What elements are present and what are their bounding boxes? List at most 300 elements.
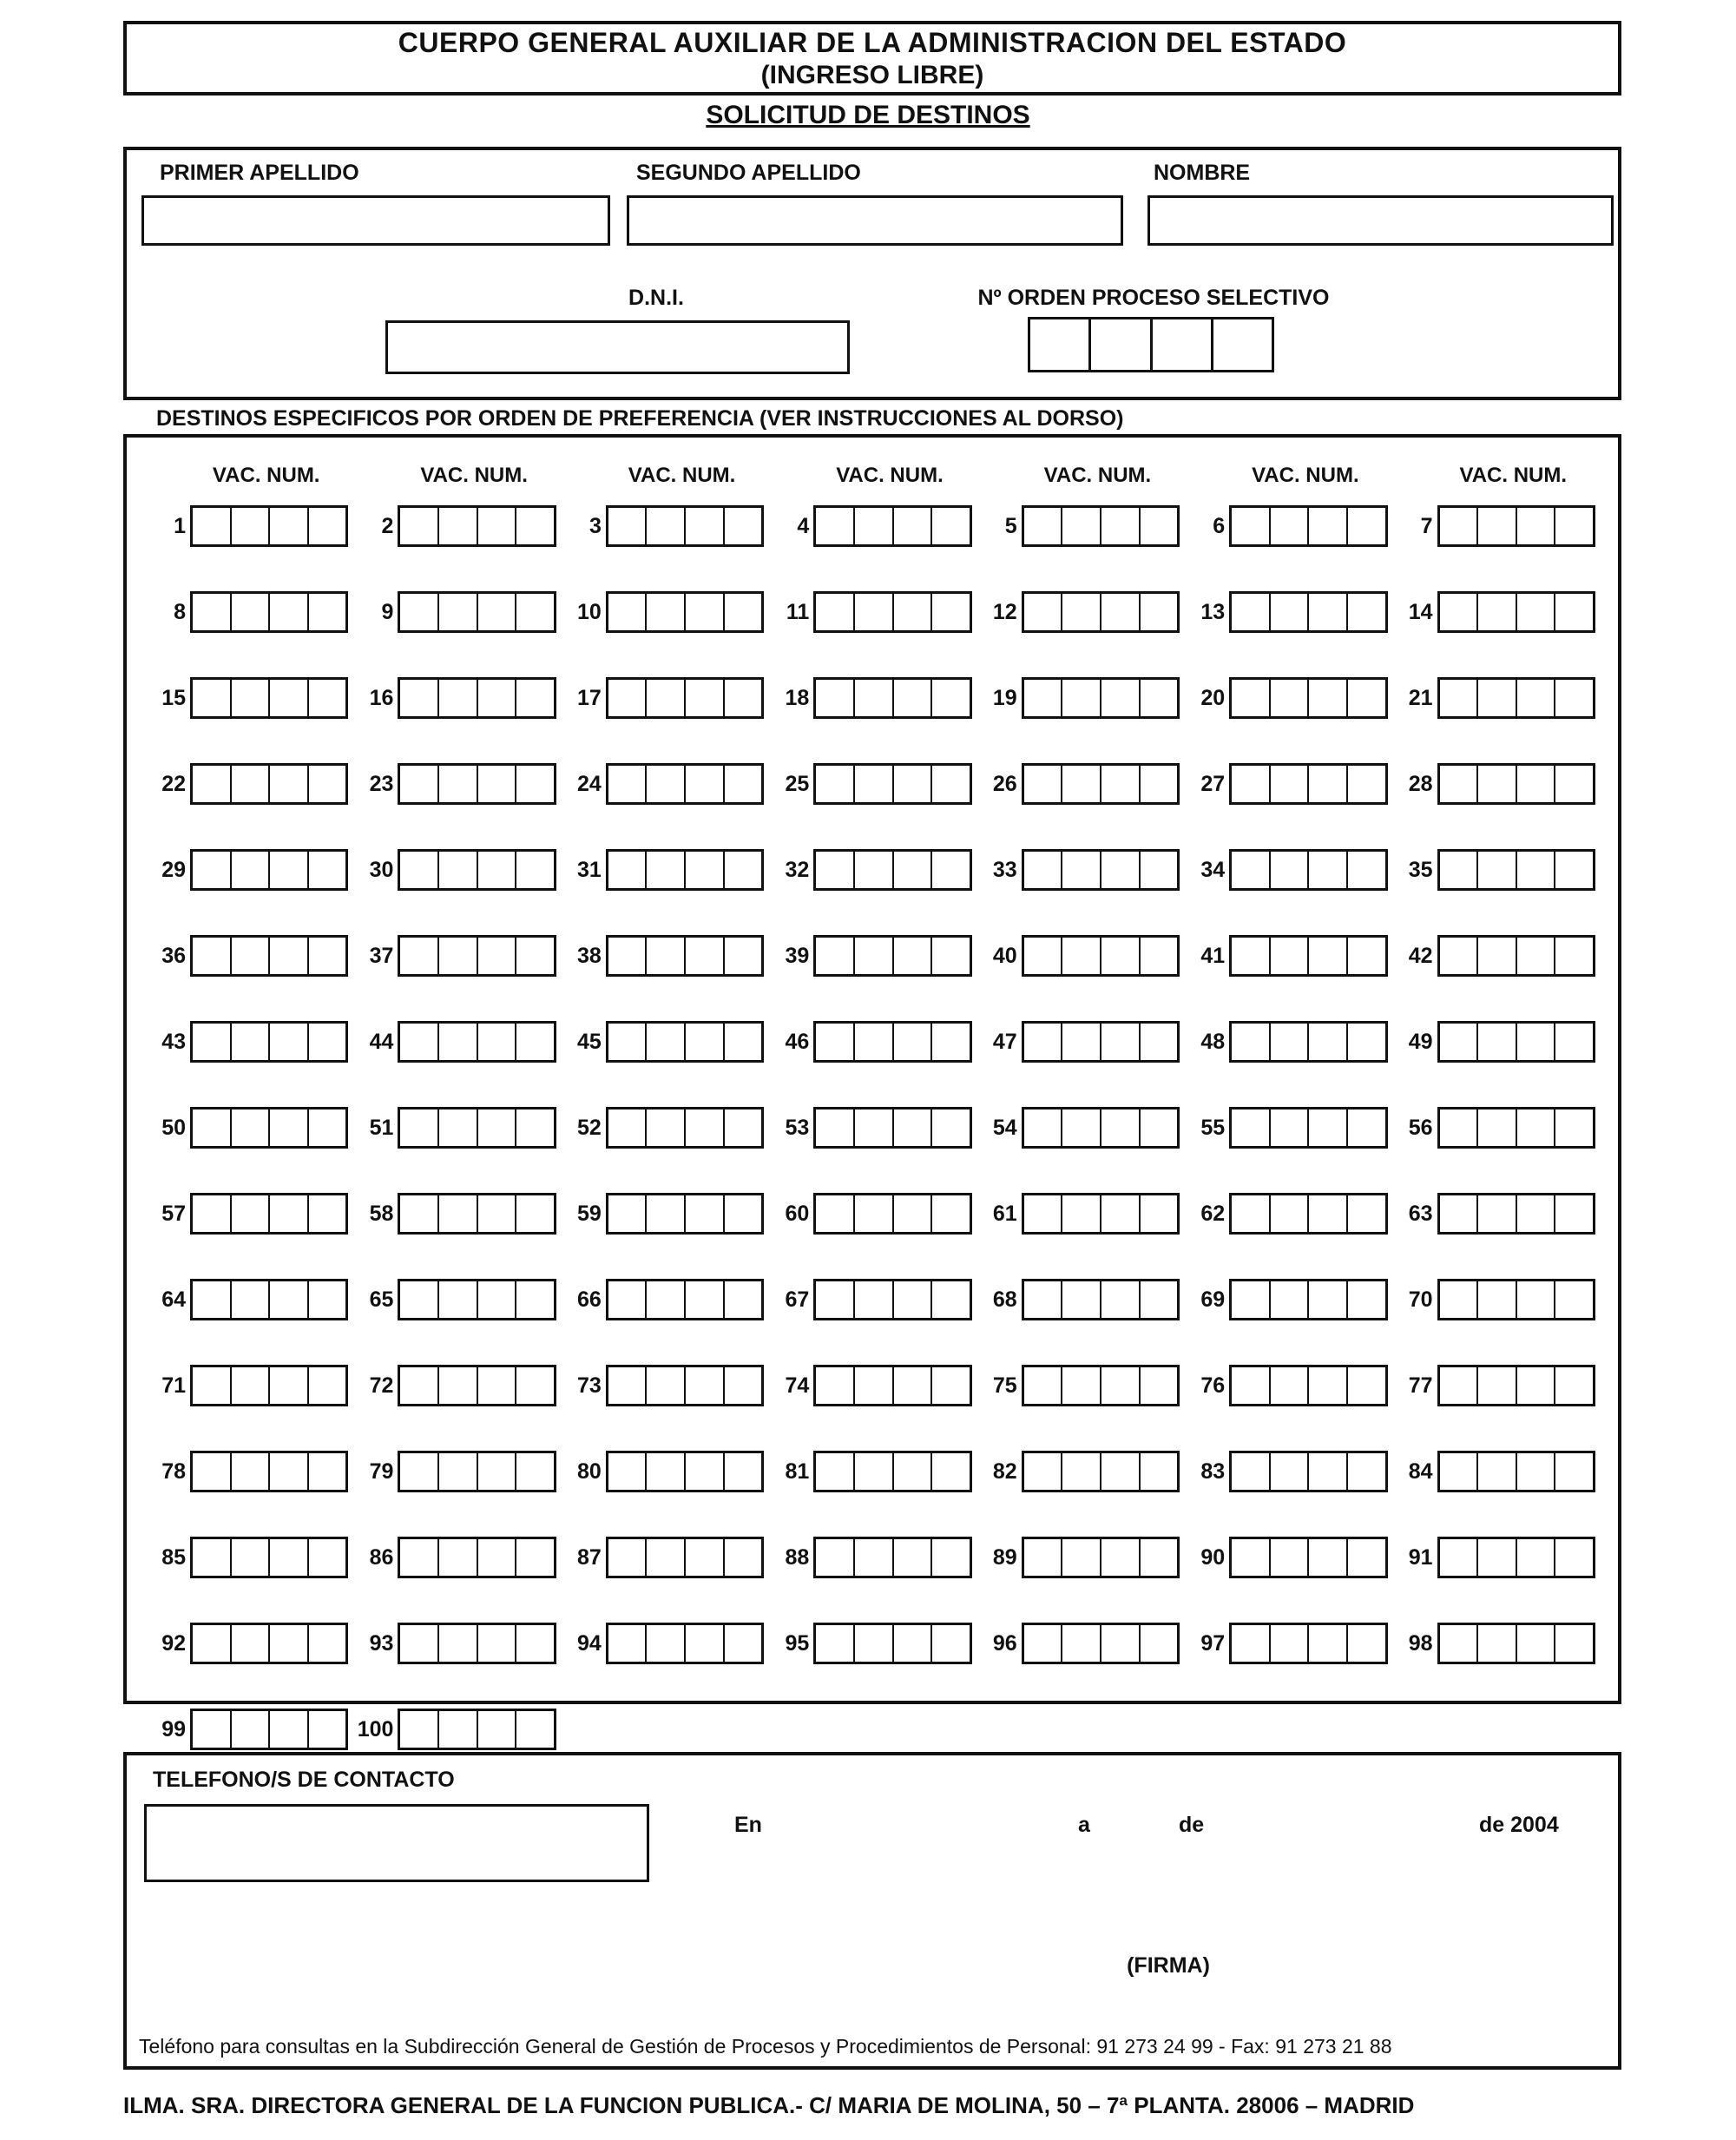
comb-cell[interactable] [1141, 852, 1178, 888]
comb-cell[interactable] [1309, 1024, 1348, 1060]
comb-cell[interactable] [1309, 766, 1348, 802]
comb-cell[interactable] [855, 508, 894, 544]
comb-cell[interactable] [1101, 1539, 1141, 1576]
comb-cell[interactable] [1232, 852, 1271, 888]
vacancy-number-input[interactable] [398, 1365, 556, 1406]
vacancy-number-input[interactable] [190, 1365, 348, 1406]
comb-cell[interactable] [232, 1110, 271, 1146]
comb-cell[interactable] [439, 594, 478, 630]
vacancy-number-input[interactable] [1229, 849, 1387, 891]
comb-cell[interactable] [1232, 508, 1271, 544]
comb-cell[interactable] [270, 766, 309, 802]
vacancy-number-input[interactable] [813, 1537, 971, 1578]
comb-cell[interactable] [855, 1281, 894, 1318]
vacancy-number-input[interactable] [813, 1107, 971, 1149]
comb-cell[interactable] [1517, 594, 1556, 630]
comb-cell[interactable] [855, 594, 894, 630]
comb-cell[interactable] [1309, 852, 1348, 888]
comb-cell[interactable] [855, 1024, 894, 1060]
comb-cell[interactable] [1062, 680, 1101, 716]
comb-cell[interactable] [1440, 1195, 1479, 1232]
comb-cell[interactable] [516, 1281, 554, 1318]
comb-cell[interactable] [270, 1195, 309, 1232]
comb-cell[interactable] [309, 1367, 346, 1404]
comb-cell[interactable] [400, 680, 439, 716]
comb-cell[interactable] [232, 508, 271, 544]
comb-cell[interactable] [725, 852, 762, 888]
comb-cell[interactable] [270, 594, 309, 630]
vacancy-number-input[interactable] [813, 1279, 971, 1320]
vacancy-number-input[interactable] [1022, 1537, 1180, 1578]
comb-cell[interactable] [270, 938, 309, 974]
comb-cell[interactable] [1232, 1110, 1271, 1146]
comb-cell[interactable] [894, 1024, 933, 1060]
comb-cell[interactable] [516, 852, 554, 888]
comb-cell[interactable] [1062, 1539, 1101, 1576]
comb-cell[interactable] [1478, 1367, 1517, 1404]
comb-cell[interactable] [686, 766, 725, 802]
comb-cell[interactable] [816, 1024, 855, 1060]
comb-cell[interactable] [270, 1281, 309, 1318]
vacancy-number-input[interactable] [1022, 849, 1180, 891]
comb-cell[interactable] [232, 852, 271, 888]
comb-cell[interactable] [232, 1024, 271, 1060]
comb-cell[interactable] [1232, 1367, 1271, 1404]
comb-cell[interactable] [647, 1110, 686, 1146]
segundo-apellido-input[interactable] [627, 195, 1123, 246]
comb-cell[interactable] [647, 1625, 686, 1662]
comb-cell[interactable] [1232, 1024, 1271, 1060]
vacancy-number-input[interactable] [190, 1107, 348, 1149]
comb-cell[interactable] [193, 1110, 232, 1146]
comb-cell[interactable] [1517, 1195, 1556, 1232]
comb-cell[interactable] [1141, 1539, 1178, 1576]
comb-cell[interactable] [725, 1024, 762, 1060]
comb-cell[interactable] [1517, 1367, 1556, 1404]
comb-cell[interactable] [1440, 508, 1479, 544]
comb-cell[interactable] [894, 1367, 933, 1404]
vacancy-number-input[interactable] [606, 1193, 764, 1235]
comb-cell[interactable] [1024, 1539, 1063, 1576]
comb-cell[interactable] [309, 1625, 346, 1662]
comb-cell[interactable] [400, 852, 439, 888]
comb-cell[interactable] [1348, 1367, 1385, 1404]
vacancy-number-input[interactable] [606, 763, 764, 805]
comb-cell[interactable] [193, 680, 232, 716]
comb-cell[interactable] [855, 1367, 894, 1404]
comb-cell[interactable] [1555, 680, 1593, 716]
comb-cell[interactable] [1271, 1281, 1310, 1318]
comb-cell[interactable] [686, 938, 725, 974]
comb-cell[interactable] [1309, 508, 1348, 544]
comb-cell[interactable] [894, 1195, 933, 1232]
comb-cell[interactable] [725, 766, 762, 802]
comb-cell[interactable] [478, 594, 517, 630]
comb-cell[interactable] [1440, 1024, 1479, 1060]
vacancy-number-input[interactable] [1437, 1365, 1595, 1406]
vacancy-number-input[interactable] [813, 1193, 971, 1235]
vacancy-number-input[interactable] [398, 1279, 556, 1320]
comb-cell[interactable] [1101, 680, 1141, 716]
comb-cell[interactable] [516, 938, 554, 974]
vacancy-number-input[interactable] [1022, 1623, 1180, 1664]
comb-cell[interactable] [647, 852, 686, 888]
vacancy-number-input[interactable] [1022, 591, 1180, 633]
vacancy-number-input[interactable] [398, 1021, 556, 1063]
comb-cell[interactable] [816, 1281, 855, 1318]
vacancy-number-input[interactable] [1022, 677, 1180, 719]
comb-cell[interactable] [1101, 1367, 1141, 1404]
vacancy-number-input[interactable] [190, 935, 348, 977]
comb-cell[interactable] [1517, 1539, 1556, 1576]
comb-cell[interactable] [1517, 1625, 1556, 1662]
comb-cell[interactable] [894, 1625, 933, 1662]
vacancy-number-input[interactable] [1437, 1021, 1595, 1063]
comb-cell[interactable] [1309, 938, 1348, 974]
comb-cell[interactable] [1232, 938, 1271, 974]
comb-cell[interactable] [855, 938, 894, 974]
comb-cell[interactable] [647, 594, 686, 630]
vacancy-number-input[interactable] [190, 1021, 348, 1063]
vacancy-number-input[interactable] [606, 1537, 764, 1578]
vacancy-number-input[interactable] [1229, 1365, 1387, 1406]
orden-comb-cell[interactable] [1153, 319, 1213, 370]
comb-cell[interactable] [816, 1453, 855, 1490]
comb-cell[interactable] [855, 852, 894, 888]
vacancy-number-input[interactable] [1437, 505, 1595, 547]
comb-cell[interactable] [1062, 938, 1101, 974]
comb-cell[interactable] [193, 594, 232, 630]
vacancy-number-input[interactable] [190, 1451, 348, 1492]
comb-cell[interactable] [270, 1711, 309, 1748]
vacancy-number-input[interactable] [1229, 1537, 1387, 1578]
comb-cell[interactable] [516, 1711, 554, 1748]
comb-cell[interactable] [1062, 1281, 1101, 1318]
comb-cell[interactable] [193, 1024, 232, 1060]
vacancy-number-input[interactable] [1022, 1451, 1180, 1492]
comb-cell[interactable] [855, 1110, 894, 1146]
comb-cell[interactable] [855, 680, 894, 716]
comb-cell[interactable] [1478, 680, 1517, 716]
comb-cell[interactable] [1062, 1110, 1101, 1146]
comb-cell[interactable] [725, 938, 762, 974]
comb-cell[interactable] [439, 1110, 478, 1146]
comb-cell[interactable] [932, 938, 970, 974]
comb-cell[interactable] [1232, 766, 1271, 802]
comb-cell[interactable] [516, 1195, 554, 1232]
comb-cell[interactable] [478, 1625, 517, 1662]
comb-cell[interactable] [309, 680, 346, 716]
vacancy-number-input[interactable] [1022, 1193, 1180, 1235]
comb-cell[interactable] [1478, 1195, 1517, 1232]
dni-input[interactable] [385, 320, 850, 374]
comb-cell[interactable] [270, 1024, 309, 1060]
vacancy-number-input[interactable] [398, 935, 556, 977]
comb-cell[interactable] [1232, 1195, 1271, 1232]
comb-cell[interactable] [270, 1453, 309, 1490]
comb-cell[interactable] [1062, 1024, 1101, 1060]
comb-cell[interactable] [1232, 1625, 1271, 1662]
comb-cell[interactable] [1271, 1539, 1310, 1576]
comb-cell[interactable] [1348, 1195, 1385, 1232]
comb-cell[interactable] [1271, 594, 1310, 630]
vacancy-number-input[interactable] [813, 1021, 971, 1063]
comb-cell[interactable] [1101, 766, 1141, 802]
vacancy-number-input[interactable] [1022, 1021, 1180, 1063]
comb-cell[interactable] [400, 1110, 439, 1146]
comb-cell[interactable] [516, 680, 554, 716]
comb-cell[interactable] [647, 1539, 686, 1576]
comb-cell[interactable] [270, 680, 309, 716]
comb-cell[interactable] [1271, 1024, 1310, 1060]
vacancy-number-input[interactable] [1022, 505, 1180, 547]
comb-cell[interactable] [1062, 594, 1101, 630]
comb-cell[interactable] [1348, 680, 1385, 716]
comb-cell[interactable] [725, 1453, 762, 1490]
comb-cell[interactable] [232, 1453, 271, 1490]
comb-cell[interactable] [1062, 1625, 1101, 1662]
comb-cell[interactable] [1141, 1625, 1178, 1662]
vacancy-number-input[interactable] [1437, 1451, 1595, 1492]
comb-cell[interactable] [478, 1711, 517, 1748]
comb-cell[interactable] [1440, 938, 1479, 974]
comb-cell[interactable] [270, 1625, 309, 1662]
comb-cell[interactable] [1517, 852, 1556, 888]
comb-cell[interactable] [647, 766, 686, 802]
comb-cell[interactable] [725, 680, 762, 716]
comb-cell[interactable] [932, 1281, 970, 1318]
vacancy-number-input[interactable] [1229, 677, 1387, 719]
comb-cell[interactable] [1348, 1110, 1385, 1146]
vacancy-number-input[interactable] [1437, 849, 1595, 891]
comb-cell[interactable] [516, 1539, 554, 1576]
comb-cell[interactable] [193, 1711, 232, 1748]
comb-cell[interactable] [1024, 1195, 1063, 1232]
comb-cell[interactable] [1348, 1281, 1385, 1318]
orden-proceso-selectivo-input[interactable] [1028, 317, 1274, 372]
comb-cell[interactable] [816, 680, 855, 716]
comb-cell[interactable] [1348, 1539, 1385, 1576]
comb-cell[interactable] [932, 680, 970, 716]
comb-cell[interactable] [1024, 938, 1063, 974]
comb-cell[interactable] [894, 680, 933, 716]
vacancy-number-input[interactable] [190, 763, 348, 805]
comb-cell[interactable] [478, 508, 517, 544]
comb-cell[interactable] [439, 766, 478, 802]
comb-cell[interactable] [1309, 680, 1348, 716]
comb-cell[interactable] [232, 766, 271, 802]
comb-cell[interactable] [439, 1281, 478, 1318]
vacancy-number-input[interactable] [398, 763, 556, 805]
comb-cell[interactable] [686, 1195, 725, 1232]
comb-cell[interactable] [1024, 1281, 1063, 1318]
comb-cell[interactable] [478, 1110, 517, 1146]
comb-cell[interactable] [270, 1110, 309, 1146]
comb-cell[interactable] [439, 938, 478, 974]
comb-cell[interactable] [309, 938, 346, 974]
comb-cell[interactable] [1478, 1625, 1517, 1662]
comb-cell[interactable] [1271, 938, 1310, 974]
comb-cell[interactable] [1348, 766, 1385, 802]
comb-cell[interactable] [1101, 938, 1141, 974]
comb-cell[interactable] [1101, 1281, 1141, 1318]
vacancy-number-input[interactable] [1022, 1365, 1180, 1406]
vacancy-number-input[interactable] [1437, 677, 1595, 719]
comb-cell[interactable] [1348, 594, 1385, 630]
vacancy-number-input[interactable] [398, 591, 556, 633]
comb-cell[interactable] [232, 1367, 271, 1404]
comb-cell[interactable] [686, 594, 725, 630]
comb-cell[interactable] [816, 852, 855, 888]
comb-cell[interactable] [309, 1711, 346, 1748]
comb-cell[interactable] [1024, 1110, 1063, 1146]
comb-cell[interactable] [1141, 1110, 1178, 1146]
vacancy-number-input[interactable] [606, 1365, 764, 1406]
vacancy-number-input[interactable] [813, 677, 971, 719]
comb-cell[interactable] [894, 938, 933, 974]
comb-cell[interactable] [478, 1281, 517, 1318]
comb-cell[interactable] [1271, 1195, 1310, 1232]
comb-cell[interactable] [894, 1453, 933, 1490]
vacancy-number-input[interactable] [1437, 763, 1595, 805]
comb-cell[interactable] [608, 938, 648, 974]
comb-cell[interactable] [647, 938, 686, 974]
comb-cell[interactable] [400, 1625, 439, 1662]
comb-cell[interactable] [608, 680, 648, 716]
comb-cell[interactable] [516, 766, 554, 802]
comb-cell[interactable] [516, 508, 554, 544]
vacancy-number-input[interactable] [190, 1193, 348, 1235]
comb-cell[interactable] [1271, 1625, 1310, 1662]
comb-cell[interactable] [647, 680, 686, 716]
comb-cell[interactable] [855, 1625, 894, 1662]
vacancy-number-input[interactable] [606, 1021, 764, 1063]
comb-cell[interactable] [816, 766, 855, 802]
comb-cell[interactable] [309, 1539, 346, 1576]
nombre-input[interactable] [1147, 195, 1614, 246]
comb-cell[interactable] [894, 766, 933, 802]
vacancy-number-input[interactable] [398, 1107, 556, 1149]
vacancy-number-input[interactable] [1437, 1623, 1595, 1664]
comb-cell[interactable] [1309, 1453, 1348, 1490]
comb-cell[interactable] [1555, 508, 1593, 544]
comb-cell[interactable] [932, 1453, 970, 1490]
comb-cell[interactable] [816, 1110, 855, 1146]
comb-cell[interactable] [193, 1281, 232, 1318]
comb-cell[interactable] [1309, 1281, 1348, 1318]
comb-cell[interactable] [439, 680, 478, 716]
comb-cell[interactable] [1141, 1281, 1178, 1318]
comb-cell[interactable] [1271, 766, 1310, 802]
comb-cell[interactable] [1232, 594, 1271, 630]
vacancy-number-input[interactable] [606, 1623, 764, 1664]
comb-cell[interactable] [1024, 508, 1063, 544]
vacancy-number-input[interactable] [813, 935, 971, 977]
vacancy-number-input[interactable] [1022, 935, 1180, 977]
vacancy-number-input[interactable] [813, 505, 971, 547]
comb-cell[interactable] [193, 1539, 232, 1576]
comb-cell[interactable] [232, 1539, 271, 1576]
comb-cell[interactable] [1440, 680, 1479, 716]
comb-cell[interactable] [855, 1195, 894, 1232]
vacancy-number-input[interactable] [1437, 1193, 1595, 1235]
comb-cell[interactable] [1232, 1281, 1271, 1318]
comb-cell[interactable] [686, 1453, 725, 1490]
vacancy-number-input[interactable] [190, 1709, 348, 1750]
comb-cell[interactable] [1309, 594, 1348, 630]
comb-cell[interactable] [932, 508, 970, 544]
comb-cell[interactable] [1062, 1453, 1101, 1490]
comb-cell[interactable] [608, 766, 648, 802]
comb-cell[interactable] [193, 938, 232, 974]
comb-cell[interactable] [1062, 508, 1101, 544]
comb-cell[interactable] [1271, 1110, 1310, 1146]
comb-cell[interactable] [232, 1281, 271, 1318]
comb-cell[interactable] [1062, 852, 1101, 888]
comb-cell[interactable] [894, 1539, 933, 1576]
comb-cell[interactable] [1024, 1453, 1063, 1490]
comb-cell[interactable] [932, 1539, 970, 1576]
comb-cell[interactable] [232, 1625, 271, 1662]
vacancy-number-input[interactable] [398, 849, 556, 891]
comb-cell[interactable] [400, 1195, 439, 1232]
comb-cell[interactable] [309, 1110, 346, 1146]
comb-cell[interactable] [478, 1195, 517, 1232]
comb-cell[interactable] [1141, 1367, 1178, 1404]
comb-cell[interactable] [1271, 852, 1310, 888]
comb-cell[interactable] [647, 508, 686, 544]
vacancy-number-input[interactable] [1437, 1537, 1595, 1578]
comb-cell[interactable] [647, 1367, 686, 1404]
comb-cell[interactable] [894, 1110, 933, 1146]
comb-cell[interactable] [232, 1711, 271, 1748]
comb-cell[interactable] [1309, 1110, 1348, 1146]
comb-cell[interactable] [608, 1281, 648, 1318]
comb-cell[interactable] [932, 766, 970, 802]
comb-cell[interactable] [193, 508, 232, 544]
comb-cell[interactable] [1024, 1367, 1063, 1404]
primer-apellido-input[interactable] [141, 195, 610, 246]
comb-cell[interactable] [1555, 766, 1593, 802]
orden-comb-cell[interactable] [1030, 319, 1091, 370]
comb-cell[interactable] [1024, 766, 1063, 802]
vacancy-number-input[interactable] [606, 935, 764, 977]
comb-cell[interactable] [1024, 852, 1063, 888]
comb-cell[interactable] [1555, 1625, 1593, 1662]
comb-cell[interactable] [309, 594, 346, 630]
comb-cell[interactable] [1440, 766, 1479, 802]
comb-cell[interactable] [725, 1367, 762, 1404]
comb-cell[interactable] [400, 1024, 439, 1060]
comb-cell[interactable] [1555, 1281, 1593, 1318]
comb-cell[interactable] [1309, 1195, 1348, 1232]
comb-cell[interactable] [816, 1625, 855, 1662]
comb-cell[interactable] [1141, 594, 1178, 630]
comb-cell[interactable] [1309, 1539, 1348, 1576]
comb-cell[interactable] [193, 852, 232, 888]
comb-cell[interactable] [608, 852, 648, 888]
comb-cell[interactable] [309, 766, 346, 802]
comb-cell[interactable] [193, 1195, 232, 1232]
comb-cell[interactable] [1478, 852, 1517, 888]
vacancy-number-input[interactable] [190, 591, 348, 633]
comb-cell[interactable] [1309, 1625, 1348, 1662]
comb-cell[interactable] [1141, 508, 1178, 544]
comb-cell[interactable] [309, 1281, 346, 1318]
comb-cell[interactable] [1440, 852, 1479, 888]
comb-cell[interactable] [686, 680, 725, 716]
comb-cell[interactable] [270, 1367, 309, 1404]
